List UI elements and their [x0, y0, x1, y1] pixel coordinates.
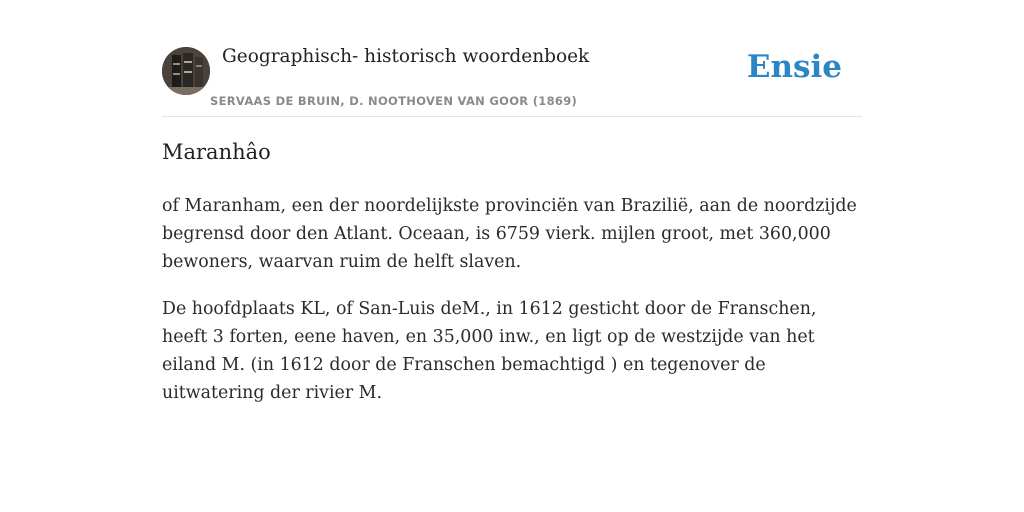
entry-title: Maranhâo [162, 140, 271, 164]
book-author: SERVAAS DE BRUIN, D. NOOTHOVEN VAN GOOR (1869) [210, 94, 578, 108]
book-stack-icon [162, 47, 210, 95]
entry-body [162, 192, 862, 426]
source-header [162, 40, 862, 117]
book-cover-avatar[interactable] [162, 47, 210, 95]
ensie-logo[interactable]: Ensie [746, 49, 842, 85]
entry-paragraph: De hoofdplaats KL, of San-Luis deM., in 1612 gesticht door de Franschen, heeft 3 forten, eene haven, en 35,000 inw., en ligt op de westzijde van het eiland M. (in 1612 door de Franschen bemachtigd ) en tegenover de uitwatering der rivier M. [162, 299, 817, 403]
book-title[interactable]: Geographisch- historisch woordenboek [222, 46, 590, 67]
entry-paragraph: of Maranham, een der noordelijkste provinciën van Brazilië, aan de noordzijde begrensd door den Atlant. Oceaan, is 6759 vierk. mijlen groot, met 360,000 bewoners, waarvan ruim de helft slaven. [162, 196, 857, 272]
